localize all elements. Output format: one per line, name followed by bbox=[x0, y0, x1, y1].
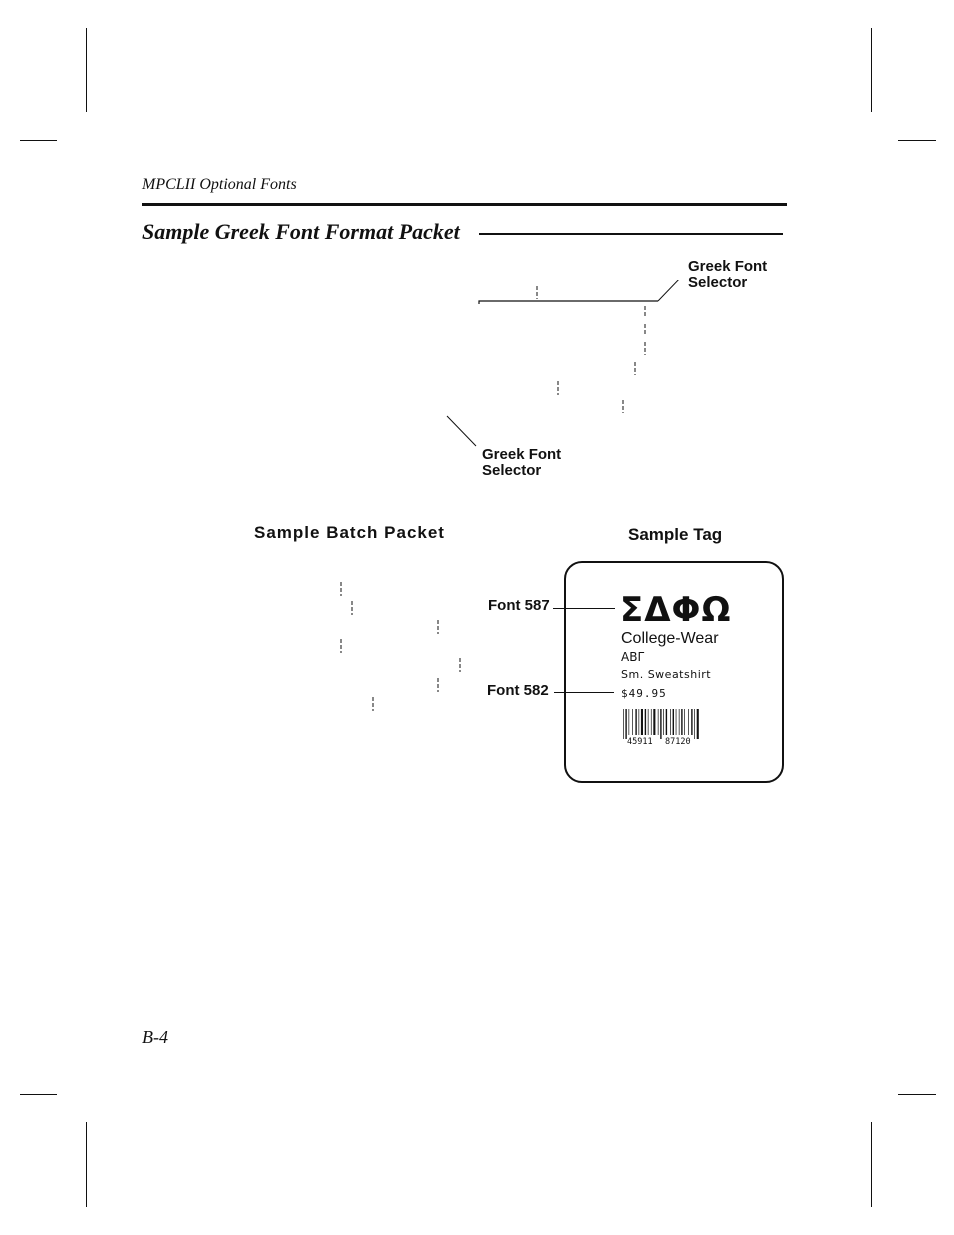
running-head: MPCLII Optional Fonts bbox=[142, 176, 297, 193]
barcode-bar bbox=[694, 709, 695, 739]
barcode-bars bbox=[623, 709, 699, 739]
tag-greek-text: ΣΔΦΩ bbox=[620, 590, 732, 630]
barcode-bar bbox=[648, 709, 649, 735]
font-582-label: Font 582 bbox=[487, 682, 549, 699]
tag-price-text: $49.95 bbox=[621, 687, 667, 700]
barcode-bar bbox=[660, 709, 661, 739]
tag-item-text: Sm. Sweatshirt bbox=[621, 668, 712, 681]
callout-line: Greek Font bbox=[688, 258, 768, 275]
callout-greek-font-selector-bottom bbox=[482, 447, 561, 479]
batch-packet-heading: Sample Batch Packet bbox=[254, 523, 445, 542]
barcode-bar bbox=[684, 709, 685, 735]
barcode-bar bbox=[688, 709, 689, 735]
crop-mark bbox=[898, 1094, 936, 1095]
crop-mark bbox=[871, 28, 872, 112]
barcode-bar bbox=[670, 709, 671, 735]
barcode-bar bbox=[681, 709, 682, 735]
crop-mark bbox=[871, 1122, 872, 1207]
crop-mark bbox=[86, 1122, 87, 1207]
barcode-number-right: 87120 bbox=[665, 737, 691, 745]
barcode-bar bbox=[679, 709, 680, 735]
barcode-bar bbox=[673, 709, 674, 735]
title-rule bbox=[479, 233, 783, 235]
barcode-bar bbox=[691, 709, 692, 735]
font-587-label: Font 587 bbox=[488, 597, 550, 614]
barcode-number-left: 45911 bbox=[627, 737, 653, 745]
barcode-bar bbox=[623, 709, 624, 739]
barcode-bar bbox=[635, 709, 636, 735]
crop-mark bbox=[20, 1094, 57, 1095]
barcode-bar bbox=[641, 709, 643, 735]
batch-packet-marks bbox=[330, 578, 470, 718]
leader-line-top bbox=[658, 280, 683, 301]
barcode-bar bbox=[653, 709, 655, 735]
crop-mark bbox=[20, 140, 57, 141]
barcode-bar bbox=[658, 709, 659, 735]
barcode-bar bbox=[676, 709, 677, 735]
sample-tag-heading: Sample Tag bbox=[628, 525, 723, 544]
barcode-bar bbox=[645, 709, 646, 735]
barcode-bar bbox=[666, 709, 667, 735]
callout-line: Greek Font bbox=[482, 446, 562, 463]
format-packet-diagram bbox=[430, 280, 690, 470]
section-title: Sample Greek Font Format Packet bbox=[142, 219, 460, 244]
barcode-bar bbox=[663, 709, 664, 735]
leader-line-bottom bbox=[447, 416, 476, 446]
barcode bbox=[621, 709, 701, 745]
barcode-bar bbox=[697, 709, 699, 739]
callout-line: Selector bbox=[688, 274, 748, 291]
barcode-bar bbox=[625, 709, 626, 739]
tag-greek-small-text: ΑΒΓ bbox=[621, 650, 645, 664]
font-587-leader bbox=[553, 608, 615, 609]
page-number: B-4 bbox=[142, 1027, 168, 1047]
header-rule bbox=[142, 203, 787, 206]
barcode-bar bbox=[629, 709, 630, 735]
barcode-bar bbox=[651, 709, 652, 735]
bracket-line bbox=[479, 301, 658, 304]
callout-greek-font-selector-top bbox=[688, 259, 767, 291]
crop-mark bbox=[86, 28, 87, 112]
callout-line: Selector bbox=[482, 462, 542, 479]
font-582-leader bbox=[554, 692, 614, 693]
barcode-bar bbox=[639, 709, 640, 735]
barcode-bar bbox=[632, 709, 633, 735]
tag-brand-text: College-Wear bbox=[621, 630, 719, 647]
crop-mark bbox=[898, 140, 936, 141]
